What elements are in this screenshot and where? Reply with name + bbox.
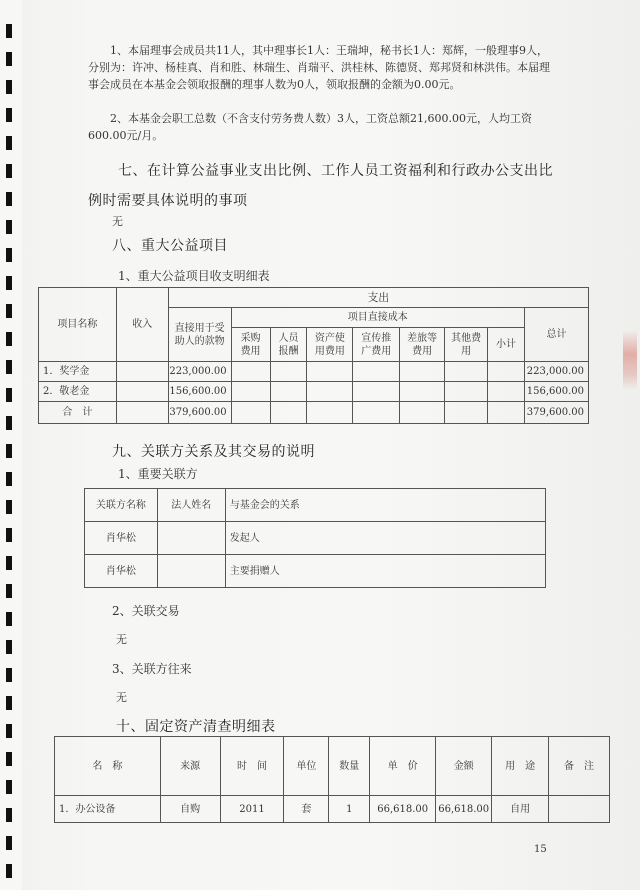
- sum-total: 379,600.00: [524, 402, 588, 424]
- binding-hole: [6, 276, 12, 290]
- asset-source: 自购: [160, 796, 220, 823]
- header-travel: 差旅等费用: [400, 328, 445, 362]
- binding-hole: [6, 416, 12, 430]
- row-direct-aid: 223,000.00: [168, 362, 231, 382]
- fixed-asset-table: [54, 736, 610, 823]
- party-name: 肖华松: [85, 555, 158, 588]
- section9-title: 九、关联方关系及其交易的说明: [112, 444, 315, 460]
- party-name: 肖华松: [85, 522, 158, 555]
- binding-hole: [6, 108, 12, 122]
- binding-hole: [6, 360, 12, 374]
- balances-subtitle: 3、关联方往来: [112, 662, 192, 676]
- header-party-name: 关联方名称: [85, 489, 158, 522]
- related-party-table: [84, 488, 546, 588]
- legal-name: [157, 555, 225, 588]
- header-expense: 支出: [168, 288, 588, 308]
- header-total: 总计: [524, 308, 588, 362]
- row-name: 1．奖学金: [39, 362, 117, 382]
- binding-hole: [6, 640, 12, 654]
- section8-title: 八、重大公益项目: [112, 238, 228, 254]
- binding-hole: [6, 668, 12, 682]
- row-name: 2．敬老金: [39, 382, 117, 402]
- header-other: 其他费用: [445, 328, 488, 362]
- staff-paragraph: 2、本基金会职工总数（不含支付劳务费人数）3人，工资总额21,600.00元，人均工资600.00元/月。: [88, 112, 532, 142]
- binding-hole: [6, 836, 12, 850]
- row-direct-aid: 156,600.00: [168, 382, 231, 402]
- header-procurement: 采购费用: [231, 328, 270, 362]
- binding-hole: [6, 752, 12, 766]
- header-personnel: 人员报酬: [270, 328, 307, 362]
- party-relation: 主要捐赠人: [225, 555, 545, 588]
- asset-unit-price: 66,618.00: [370, 796, 436, 823]
- table-row: [39, 382, 589, 402]
- header-source: 来源: [160, 737, 220, 796]
- table-sum-row: [39, 402, 589, 424]
- header-amount: 金额: [436, 737, 492, 796]
- asset-time: 2011: [220, 796, 284, 823]
- binding-hole: [6, 808, 12, 822]
- binding-hole: [6, 24, 12, 38]
- binding-hole: [6, 80, 12, 94]
- sum-label: 合 计: [39, 402, 117, 424]
- binding-hole: [6, 248, 12, 262]
- asset-name: 1．办公设备: [55, 796, 161, 823]
- binding-hole: [6, 864, 12, 878]
- binding-hole: [6, 164, 12, 178]
- red-seal-edge: [623, 330, 637, 390]
- row-total: 156,600.00: [524, 382, 588, 402]
- binding-hole: [6, 612, 12, 626]
- header-direct-cost: 项目直接成本: [231, 308, 524, 328]
- section8-subtitle: 1、重大公益项目收支明细表: [118, 269, 270, 283]
- transactions-subtitle: 2、关联交易: [112, 604, 180, 618]
- table-row: [85, 555, 546, 588]
- asset-note: [549, 796, 610, 823]
- section7-content: 无: [112, 215, 123, 228]
- party-relation: 发起人: [225, 522, 545, 555]
- table-row: [85, 522, 546, 555]
- header-time: 时 间: [220, 737, 284, 796]
- table-row: [55, 796, 610, 823]
- header-income: 收入: [116, 288, 168, 362]
- legal-name: [157, 522, 225, 555]
- sum-direct-aid: 379,600.00: [168, 402, 231, 424]
- binding-hole: [6, 304, 12, 318]
- section10-title: 十、固定资产清查明细表: [116, 719, 276, 735]
- binding-hole: [6, 724, 12, 738]
- header-unit-price: 单 价: [370, 737, 436, 796]
- board-members-paragraph: 1、本届理事会成员共11人，其中理事长1人：王瑞坤，秘书长1人：郑辉，一般理事9人，分别为：许冲、杨桂真、肖和胜、林瑞生、肖瑞平、洪桂林、陈德贤、郑邦贤和林洪伟。本届理事会成员在本基金会领取报酬的理事人数为0人，领取报酬的金额为0.00元。: [88, 44, 550, 91]
- asset-amount: 66,618.00: [436, 796, 492, 823]
- binding-hole: [6, 696, 12, 710]
- asset-usage: 自用: [492, 796, 549, 823]
- header-usage: 用 途: [492, 737, 549, 796]
- header-promotion: 宣传推广费用: [353, 328, 400, 362]
- table-row: [39, 362, 589, 382]
- header-unit: 单位: [284, 737, 329, 796]
- binding-hole: [6, 472, 12, 486]
- binding-strip: [0, 0, 22, 890]
- header-direct-aid: 直接用于受助人的款物: [168, 308, 231, 362]
- binding-hole: [6, 332, 12, 346]
- binding-hole: [6, 220, 12, 234]
- related-party-subtitle: 1、重要关联方: [118, 467, 198, 481]
- header-note: 备 注: [549, 737, 610, 796]
- transactions-content: 无: [116, 633, 127, 646]
- header-asset-use: 资产使用费用: [307, 328, 353, 362]
- asset-quantity: 1: [329, 796, 370, 823]
- binding-hole: [6, 388, 12, 402]
- balances-content: 无: [116, 691, 127, 704]
- binding-hole: [6, 584, 12, 598]
- binding-hole: [6, 52, 12, 66]
- binding-hole: [6, 500, 12, 514]
- header-project-name: 项目名称: [39, 288, 117, 362]
- header-relation: 与基金会的关系: [225, 489, 545, 522]
- binding-hole: [6, 528, 12, 542]
- header-subtotal: 小计: [488, 328, 525, 362]
- section7-title: 七、在计算公益事业支出比例、工作人员工资福利和行政办公支出比例时需要具体说明的事项: [88, 163, 553, 209]
- binding-hole: [6, 780, 12, 794]
- binding-hole: [6, 192, 12, 206]
- row-total: 223,000.00: [524, 362, 588, 382]
- binding-hole: [6, 136, 12, 150]
- binding-hole: [6, 556, 12, 570]
- major-project-table: [38, 287, 589, 424]
- binding-hole: [6, 444, 12, 458]
- header-asset-name: 名 称: [55, 737, 161, 796]
- asset-unit: 套: [284, 796, 329, 823]
- header-quantity: 数量: [329, 737, 370, 796]
- header-legal-name: 法人姓名: [157, 489, 225, 522]
- page-number: 15: [534, 844, 547, 855]
